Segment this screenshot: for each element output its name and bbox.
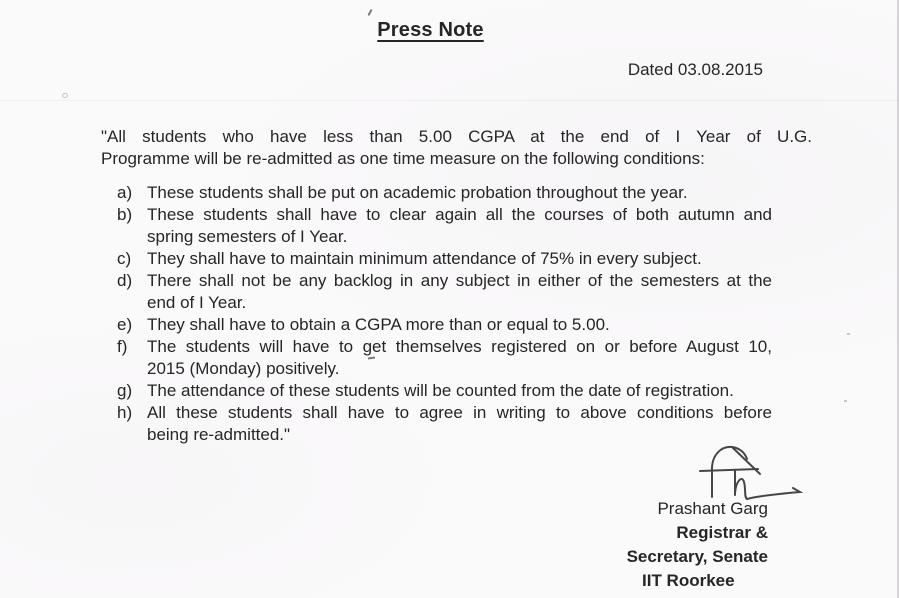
condition-text: They shall have to obtain a CGPA more than or equal to 5.00.	[147, 315, 610, 334]
signatory-institute: IIT Roorkee	[642, 571, 735, 590]
scan-artifact-line	[0, 100, 899, 101]
signatory-role: Registrar &	[676, 523, 768, 542]
scan-artifact-mark	[367, 9, 372, 16]
condition-label: h)	[117, 403, 133, 422]
scan-artifact-dot	[847, 333, 850, 335]
condition-label: f)	[117, 337, 128, 356]
condition-label: g)	[117, 381, 133, 400]
signatory-role: Secretary, Senate	[626, 547, 768, 566]
signature-scribble	[692, 444, 812, 504]
condition-label: a)	[117, 183, 133, 202]
condition-item-g	[117, 380, 772, 402]
condition-item-b	[117, 204, 772, 248]
date-line: Dated 03.08.2015	[627, 60, 763, 79]
condition-text: These students shall have to clear again all the courses of both autumn and spring semesters of I Year.	[147, 205, 772, 246]
condition-text: There shall not be any backlog in any subject in either of the semesters at the end of I Year.	[147, 271, 772, 312]
scan-artifact-dot	[844, 400, 847, 402]
scan-artifact-speck	[62, 93, 68, 98]
condition-label: d)	[117, 271, 133, 290]
intro-paragraph	[101, 126, 812, 170]
condition-item-f	[117, 336, 772, 380]
condition-text: The attendance of these students will be counted from the date of registration.	[147, 381, 734, 400]
condition-item-e	[117, 314, 772, 336]
condition-text: The students will have to get themselves registered on or before August 10, 2015 (Monday) positively.	[147, 337, 772, 378]
page-title: Press Note	[377, 19, 484, 41]
condition-label: e)	[117, 315, 133, 334]
condition-label: b)	[117, 205, 133, 224]
signatory-block	[600, 497, 768, 593]
condition-text: They shall have to maintain minimum attendance of 75% in every subject.	[147, 249, 702, 268]
intro-line: "All students who have less than 5.00 CGPA at the end of I Year of U.G.	[101, 127, 812, 146]
condition-text: All these students shall have to agree in writing to above conditions before being re-admitted."	[147, 403, 772, 444]
condition-item-d	[117, 270, 772, 314]
condition-text: These students shall be put on academic probation throughout the year.	[147, 183, 688, 202]
conditions-list	[117, 182, 772, 446]
intro-line: Programme will be re-admitted as one time measure on the following conditions:	[101, 149, 705, 168]
condition-label: c)	[117, 249, 132, 268]
condition-item-a	[117, 182, 772, 204]
condition-item-h	[117, 402, 772, 446]
title-row	[0, 19, 899, 42]
signatory-name: Prashant Garg	[657, 499, 768, 518]
condition-item-c	[117, 248, 772, 270]
